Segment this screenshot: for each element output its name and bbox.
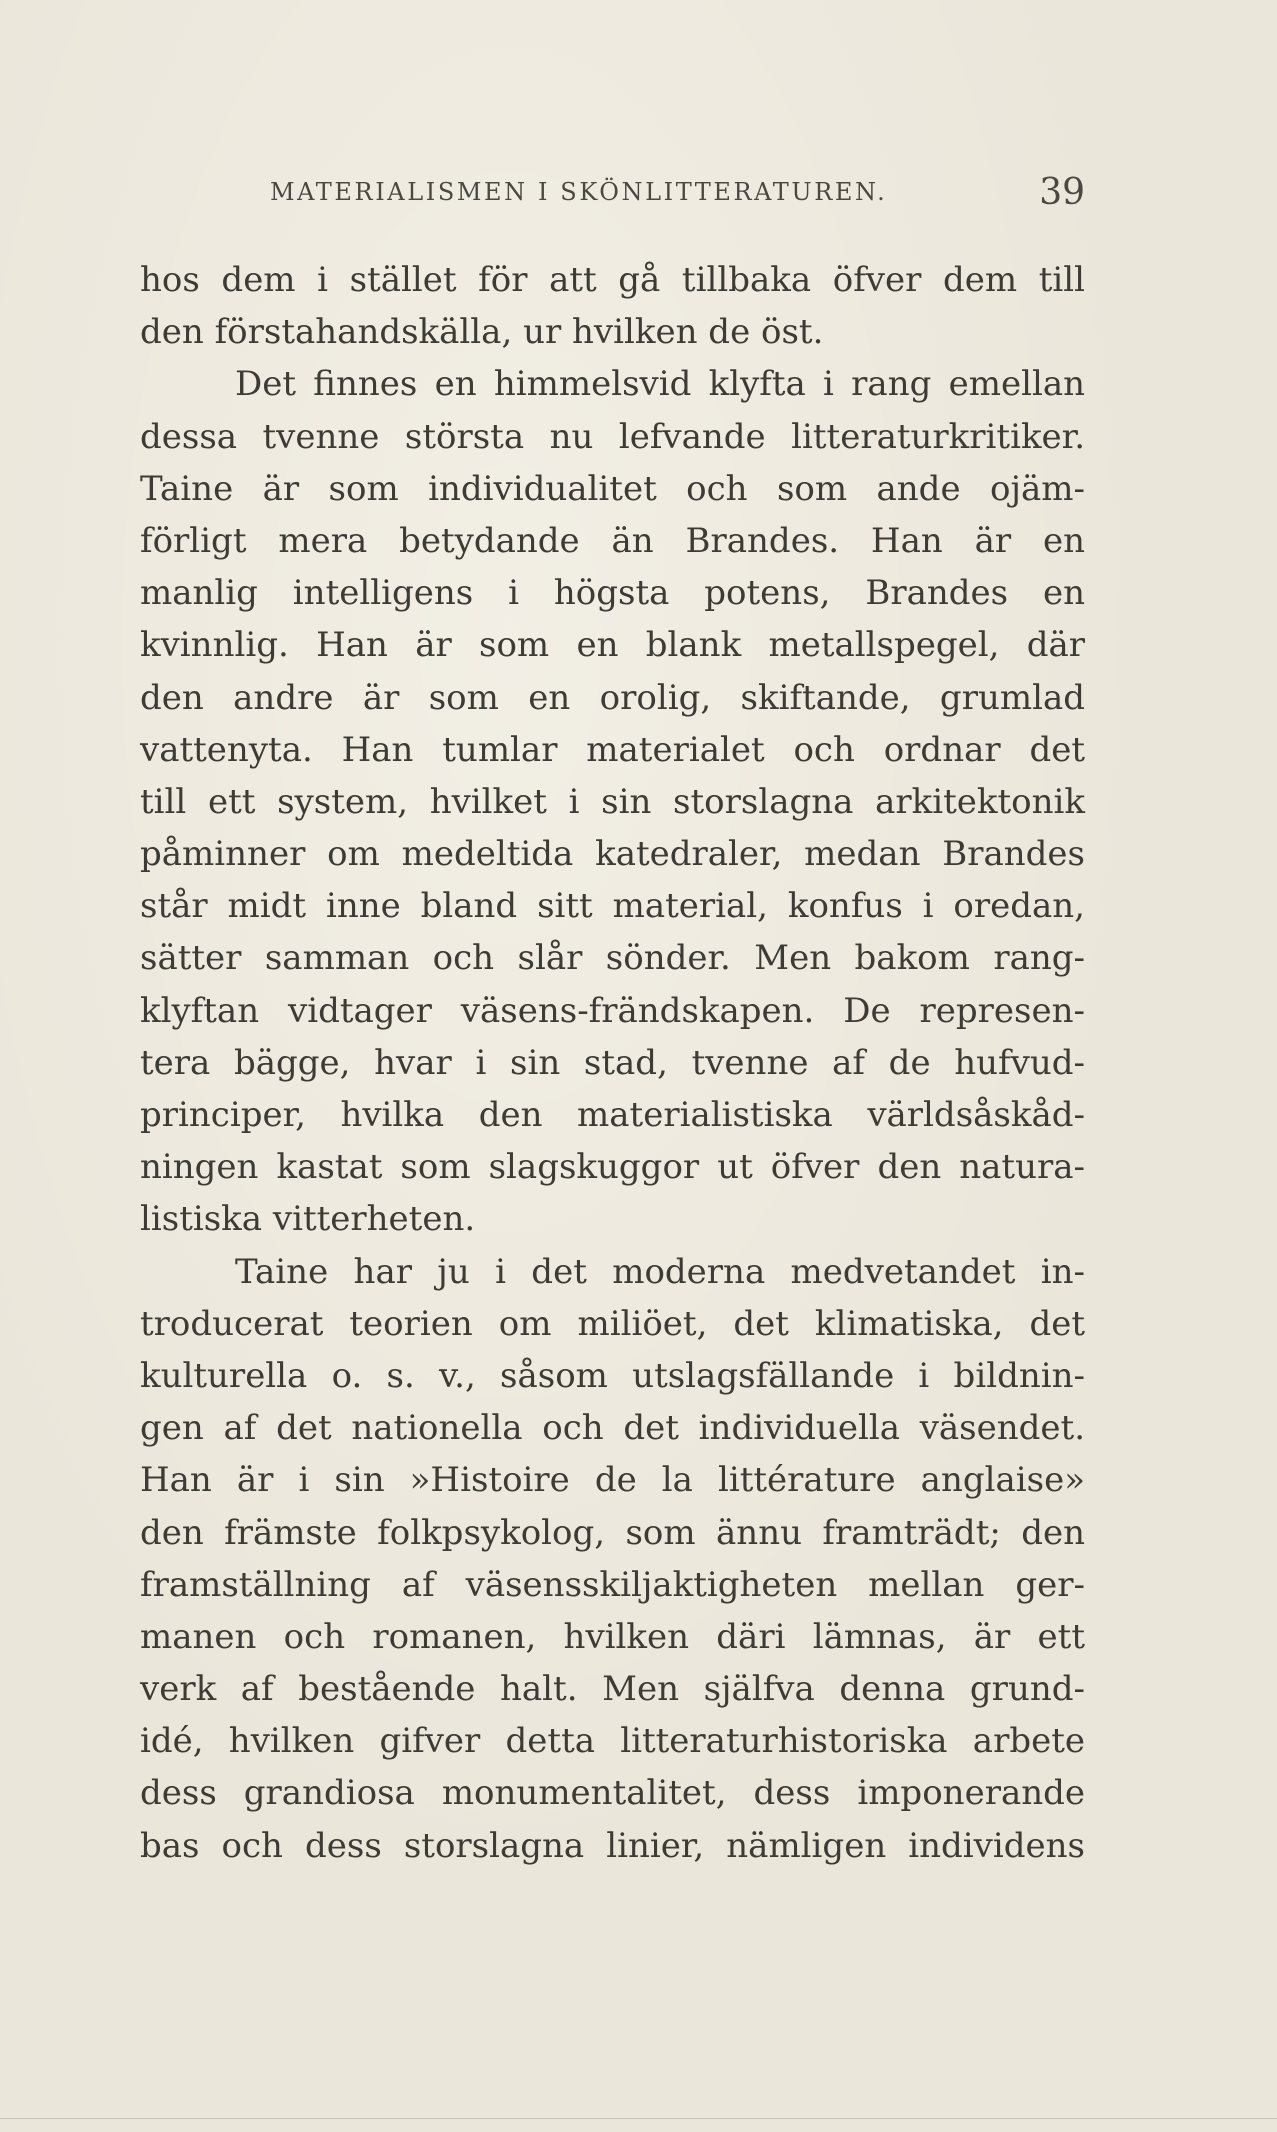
- text-line: den förstahandskälla, ur hvilken de öst.: [140, 312, 824, 353]
- text-line: dessa tvenne största nu lefvande litteraturkritiker.: [140, 416, 1085, 457]
- running-title: MATERIALISMEN I SKÖNLITTERATUREN.: [270, 178, 888, 206]
- text-line: förligt mera betydande än Brandes. Han är en: [140, 520, 1085, 561]
- text-line: troducerat teorien om miliöet, det klimatiska, det: [140, 1303, 1085, 1344]
- text-line: ningen kastat som slagskuggor ut öfver den natura-: [140, 1147, 1085, 1188]
- text-line: manlig intelligens i högsta potens, Brandes en: [140, 573, 1085, 614]
- text-line: Han är i sin »Histoire de la littérature anglaise»: [140, 1460, 1085, 1501]
- text-line: listiska vitterheten.: [140, 1199, 476, 1240]
- text-line: tera bägge, hvar i sin stad, tvenne af de hufvud-: [140, 1042, 1085, 1083]
- text-line: Det finnes en himmelsvid klyfta i rang emellan: [235, 364, 1085, 405]
- text-line: klyftan vidtager väsens-frändskapen. De represen-: [140, 990, 1085, 1031]
- text-line: manen och romanen, hvilken däri lämnas, är ett: [140, 1616, 1085, 1657]
- text-line: hos dem i stället för att gå tillbaka öfver dem till: [140, 260, 1085, 300]
- body-text: [140, 254, 1085, 1872]
- text-line: till ett system, hvilket i sin storslagna arkitektonik: [140, 781, 1085, 822]
- text-line: står midt inne bland sitt material, konfus i oredan,: [140, 886, 1085, 927]
- text-line: den andre är som en orolig, skiftande, grumlad: [140, 677, 1085, 718]
- text-line: dess grandiosa monumentalitet, dess imponerande: [140, 1773, 1085, 1814]
- text-line: verk af bestående halt. Men själfva denna grund-: [140, 1669, 1085, 1710]
- text-line: gen af det nationella och det individuella väsendet.: [140, 1408, 1085, 1449]
- text-line: sätter samman och slår sönder. Men bakom rang-: [140, 938, 1085, 979]
- text-line: vattenyta. Han tumlar materialet och ordnar det: [140, 729, 1085, 770]
- text-line: Taine är som individualitet och som ande ojäm-: [140, 468, 1085, 509]
- text-line: principer, hvilka den materialistiska världsåskåd-: [140, 1095, 1085, 1135]
- text-line: påminner om medeltida katedraler, medan Brandes: [140, 834, 1085, 875]
- text-line: den främste folkpsykolog, som ännu framträdt; den: [140, 1512, 1085, 1553]
- text-line: Taine har ju i det moderna medvetandet in-: [235, 1251, 1085, 1292]
- page-edge-line: [0, 2118, 1277, 2119]
- text-line: bas och dess storslagna linier, nämligen individens: [140, 1825, 1085, 1866]
- text-line: framställning af väsensskiljaktigheten mellan ger-: [140, 1564, 1085, 1605]
- running-head: [140, 172, 1085, 216]
- text-line: kvinnlig. Han är som en blank metallspegel, där: [140, 625, 1085, 666]
- text-line: idé, hvilken gifver detta litteraturhistoriska arbete: [140, 1721, 1085, 1762]
- page-number: 39: [1039, 172, 1085, 213]
- text-line: kulturella o. s. v., såsom utslagsfällande i bildnin-: [140, 1355, 1085, 1396]
